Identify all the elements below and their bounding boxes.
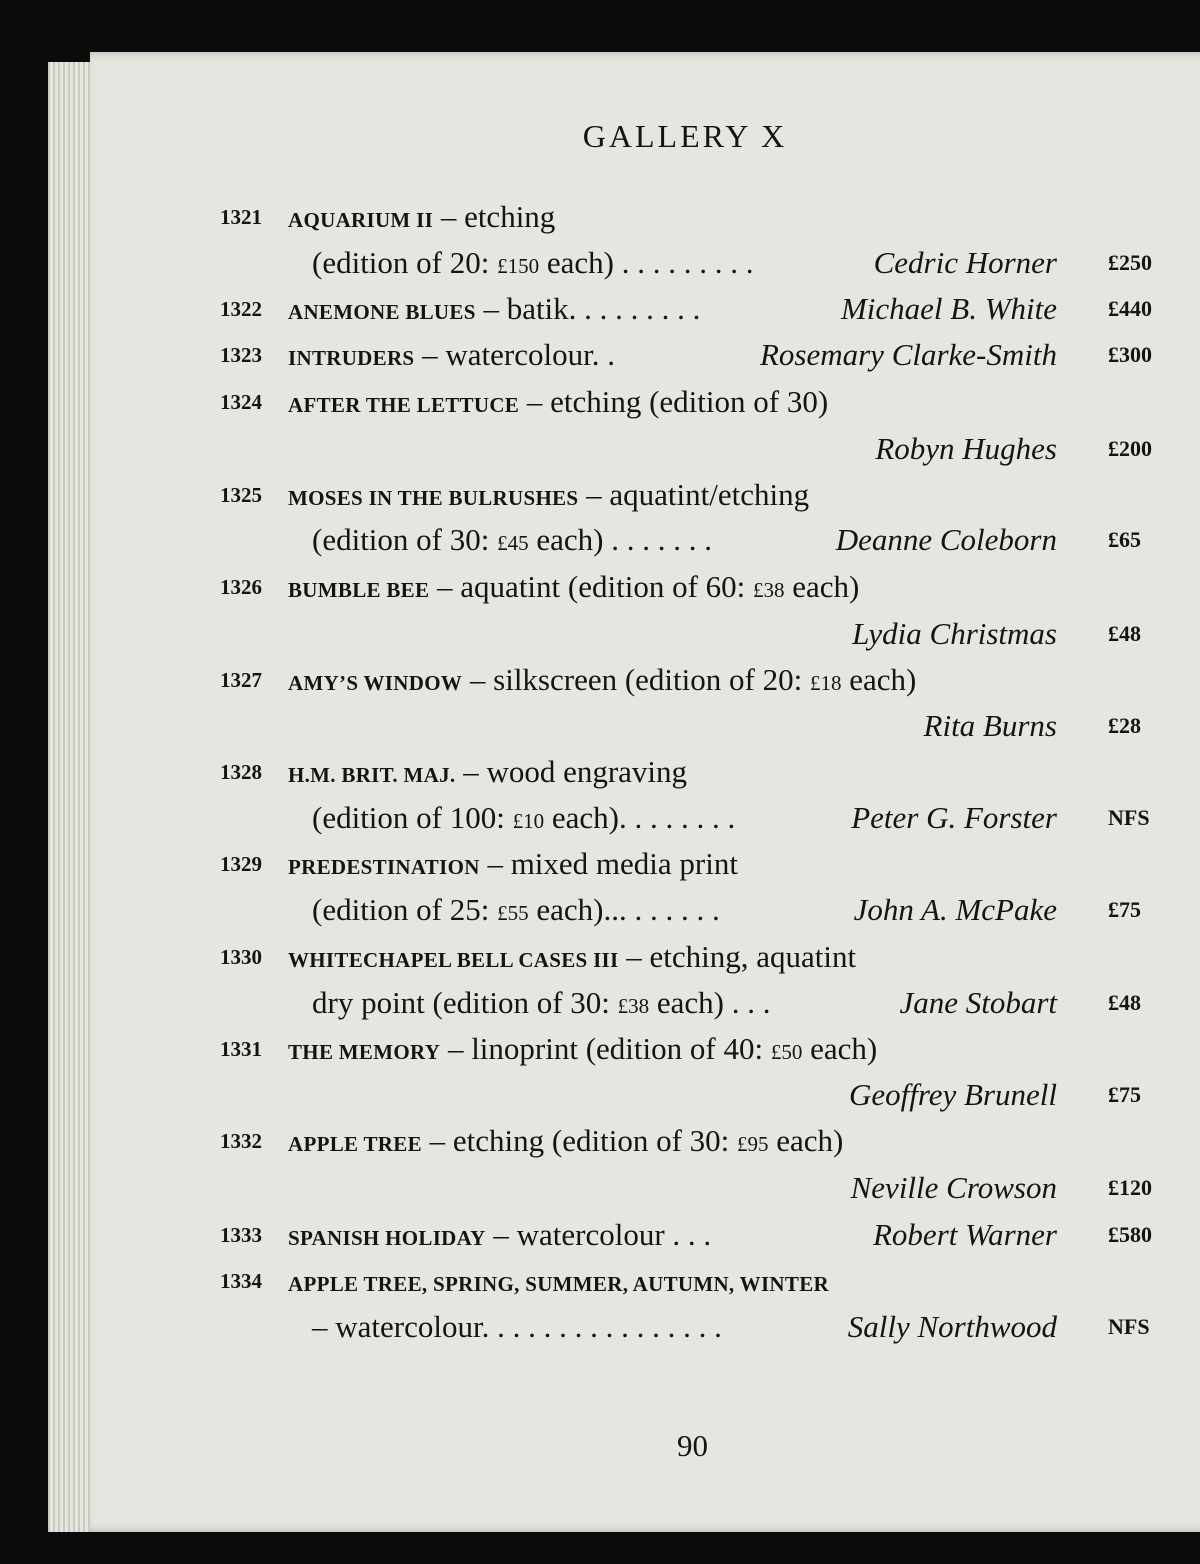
entry-1331-cont [0, 1074, 1200, 1116]
entry-line [288, 1260, 829, 1305]
price: £48 [1108, 621, 1141, 646]
entry-line [288, 1214, 711, 1259]
entry-line [312, 242, 753, 287]
entry-number: 1323 [220, 343, 262, 367]
price: £48 [1108, 990, 1141, 1015]
edition-price: £45 [497, 531, 529, 555]
artist-name: Sally Northwood [847, 1309, 1057, 1344]
entry-1321 [0, 196, 1200, 238]
entry-line [288, 196, 555, 241]
artist-name: Robert Warner [873, 1217, 1057, 1252]
entry-line [288, 936, 856, 981]
entry-medium: – linoprint (edition of 40: [440, 1031, 771, 1066]
artist-name: Cedric Horner [873, 245, 1057, 280]
entry-1322 [0, 288, 1200, 330]
entry-line [288, 474, 809, 519]
entry-number: 1328 [220, 760, 262, 784]
entry-line [288, 1120, 843, 1165]
entry-line [312, 889, 720, 934]
entry-number: 1324 [220, 390, 262, 414]
price: £75 [1108, 1082, 1141, 1107]
entry-1327-cont [0, 705, 1200, 747]
artist-name: Peter G. Forster [851, 800, 1057, 835]
price: £580 [1108, 1222, 1152, 1247]
price: NFS [1108, 1314, 1150, 1339]
edition-price: £10 [512, 809, 545, 833]
entry-1334 [0, 1260, 1200, 1302]
entry-medium-end: each) [768, 1123, 844, 1158]
price: £120 [1108, 1175, 1152, 1200]
entry-line [288, 288, 700, 333]
entry-medium: – aquatint/etching [578, 477, 810, 512]
entry-1321-cont [0, 242, 1200, 284]
entry-number: 1325 [220, 483, 262, 507]
entry-1331 [0, 1028, 1200, 1070]
entry-1326 [0, 566, 1200, 608]
entry-title: AQUARIUM II [288, 208, 434, 232]
entry-title: H.M. BRIT. MAJ. [288, 763, 456, 787]
entry-number: 1329 [220, 852, 262, 876]
entry-edition: dry point (edition of 30: [312, 985, 618, 1020]
entry-1330 [0, 936, 1200, 978]
entry-title: AMY’S WINDOW [288, 671, 463, 695]
edition-price: £55 [497, 901, 529, 925]
entry-number: 1322 [220, 297, 262, 321]
entry-1329 [0, 843, 1200, 885]
entry-medium: – watercolour. . [414, 337, 615, 372]
entry-leader: each) . . . [649, 985, 771, 1020]
entry-1328-cont [0, 797, 1200, 839]
entry-1323 [0, 334, 1200, 376]
entry-1334-cont [0, 1306, 1200, 1348]
artist-name: Neville Crowson [850, 1170, 1057, 1205]
edition-price: £150 [497, 254, 540, 278]
entry-1329-cont [0, 889, 1200, 931]
entry-1326-cont [0, 613, 1200, 655]
entry-title: PREDESTINATION [288, 855, 480, 879]
entry-title: MOSES IN THE BULRUSHES [288, 486, 579, 510]
artist-name: Michael B. White [840, 291, 1057, 326]
entry-title: WHITECHAPEL BELL CASES III [288, 948, 619, 972]
entry-leader: each) . . . . . . . . . [539, 245, 754, 280]
entry-1333 [0, 1214, 1200, 1256]
artist-name: Robyn Hughes [875, 431, 1057, 466]
artist-name: John A. McPake [853, 892, 1057, 927]
artist-name: Rita Burns [923, 708, 1057, 743]
entry-leader: each)... . . . . . . [528, 892, 720, 927]
entry-medium-end: each) [841, 662, 917, 697]
entry-medium-end: each) [802, 1031, 878, 1066]
entry-1332 [0, 1120, 1200, 1162]
edition-price: £50 [770, 1040, 803, 1064]
entry-medium: – watercolour . . . [485, 1217, 712, 1252]
page-number: 90 [677, 1428, 708, 1463]
entry-line [288, 334, 615, 379]
entry-1328 [0, 751, 1200, 793]
edition-price: £95 [737, 1132, 769, 1156]
entry-line [288, 1028, 877, 1073]
entry-1325 [0, 474, 1200, 516]
entry-number: 1330 [220, 945, 262, 969]
entry-line [312, 982, 771, 1027]
entry-medium: – mixed media print [479, 846, 738, 881]
entry-line [288, 381, 828, 426]
page-title: GALLERY X [582, 118, 788, 154]
price: £200 [1108, 436, 1152, 461]
entry-line [288, 751, 687, 796]
entry-medium: – watercolour. . . . . . . . . . . . . . . . [312, 1309, 722, 1344]
price: £250 [1108, 250, 1152, 275]
artist-name: Rosemary Clarke-Smith [759, 337, 1057, 372]
entry-title: AFTER THE LETTUCE [288, 393, 520, 417]
entry-title: THE MEMORY [288, 1040, 441, 1064]
edition-price: £38 [617, 994, 650, 1018]
artist-name: Jane Stobart [899, 985, 1057, 1020]
price: £65 [1108, 527, 1141, 552]
entry-medium: – batik. . . . . . . . . [475, 291, 701, 326]
entry-1325-cont [0, 519, 1200, 561]
entry-title: BUMBLE BEE [288, 578, 430, 602]
entry-edition: (edition of 20: [312, 245, 498, 280]
price: £28 [1108, 713, 1141, 738]
price: £440 [1108, 296, 1152, 321]
entry-1332-cont [0, 1167, 1200, 1209]
edition-price: £18 [809, 671, 842, 695]
entry-medium: – etching (edition of 30: [421, 1123, 738, 1158]
entry-medium: – aquatint (edition of 60: [429, 569, 754, 604]
entry-1327 [0, 659, 1200, 701]
entry-line [288, 659, 916, 704]
entry-line [312, 797, 735, 842]
artist-name: Deanne Coleborn [835, 522, 1057, 557]
entry-number: 1334 [220, 1269, 262, 1293]
edition-price: £38 [753, 578, 785, 602]
entry-number: 1332 [220, 1129, 262, 1153]
entry-medium: – wood engraving [455, 754, 688, 789]
entry-medium: – etching, aquatint [618, 939, 857, 974]
entry-1330-cont [0, 982, 1200, 1024]
entry-title: INTRUDERS [288, 346, 415, 370]
entry-leader: each) . . . . . . . [528, 522, 712, 557]
artist-name: Geoffrey Brunell [848, 1077, 1057, 1112]
entry-medium: – etching [433, 199, 556, 234]
price: NFS [1108, 805, 1150, 830]
entry-line [288, 566, 859, 611]
entry-line [288, 843, 738, 888]
entry-number: 1331 [220, 1037, 262, 1061]
entry-title: ANEMONE BLUES [288, 300, 476, 324]
entry-number: 1327 [220, 668, 262, 692]
entry-title: APPLE TREE [288, 1132, 422, 1156]
entry-leader: each). . . . . . . . [544, 800, 736, 835]
entry-1324 [0, 381, 1200, 423]
entry-medium-end: each) [784, 569, 860, 604]
entry-medium: – silkscreen (edition of 20: [462, 662, 810, 697]
price: £75 [1108, 897, 1141, 922]
entry-number: 1326 [220, 575, 262, 599]
entry-medium: – etching (edition of 30) [519, 384, 829, 419]
artist-name: Lydia Christmas [852, 616, 1057, 651]
entry-number: 1333 [220, 1223, 262, 1247]
entry-title: SPANISH HOLIDAY [288, 1226, 486, 1250]
entry-edition: (edition of 25: [312, 892, 498, 927]
entry-1324-cont [0, 428, 1200, 470]
price: £300 [1108, 342, 1152, 367]
entry-title: APPLE TREE, SPRING, SUMMER, AUTUMN, WINTER [288, 1272, 829, 1296]
entry-line [312, 519, 712, 564]
entry-edition: (edition of 30: [312, 522, 498, 557]
entry-number: 1321 [220, 205, 262, 229]
entry-edition: (edition of 100: [312, 800, 513, 835]
